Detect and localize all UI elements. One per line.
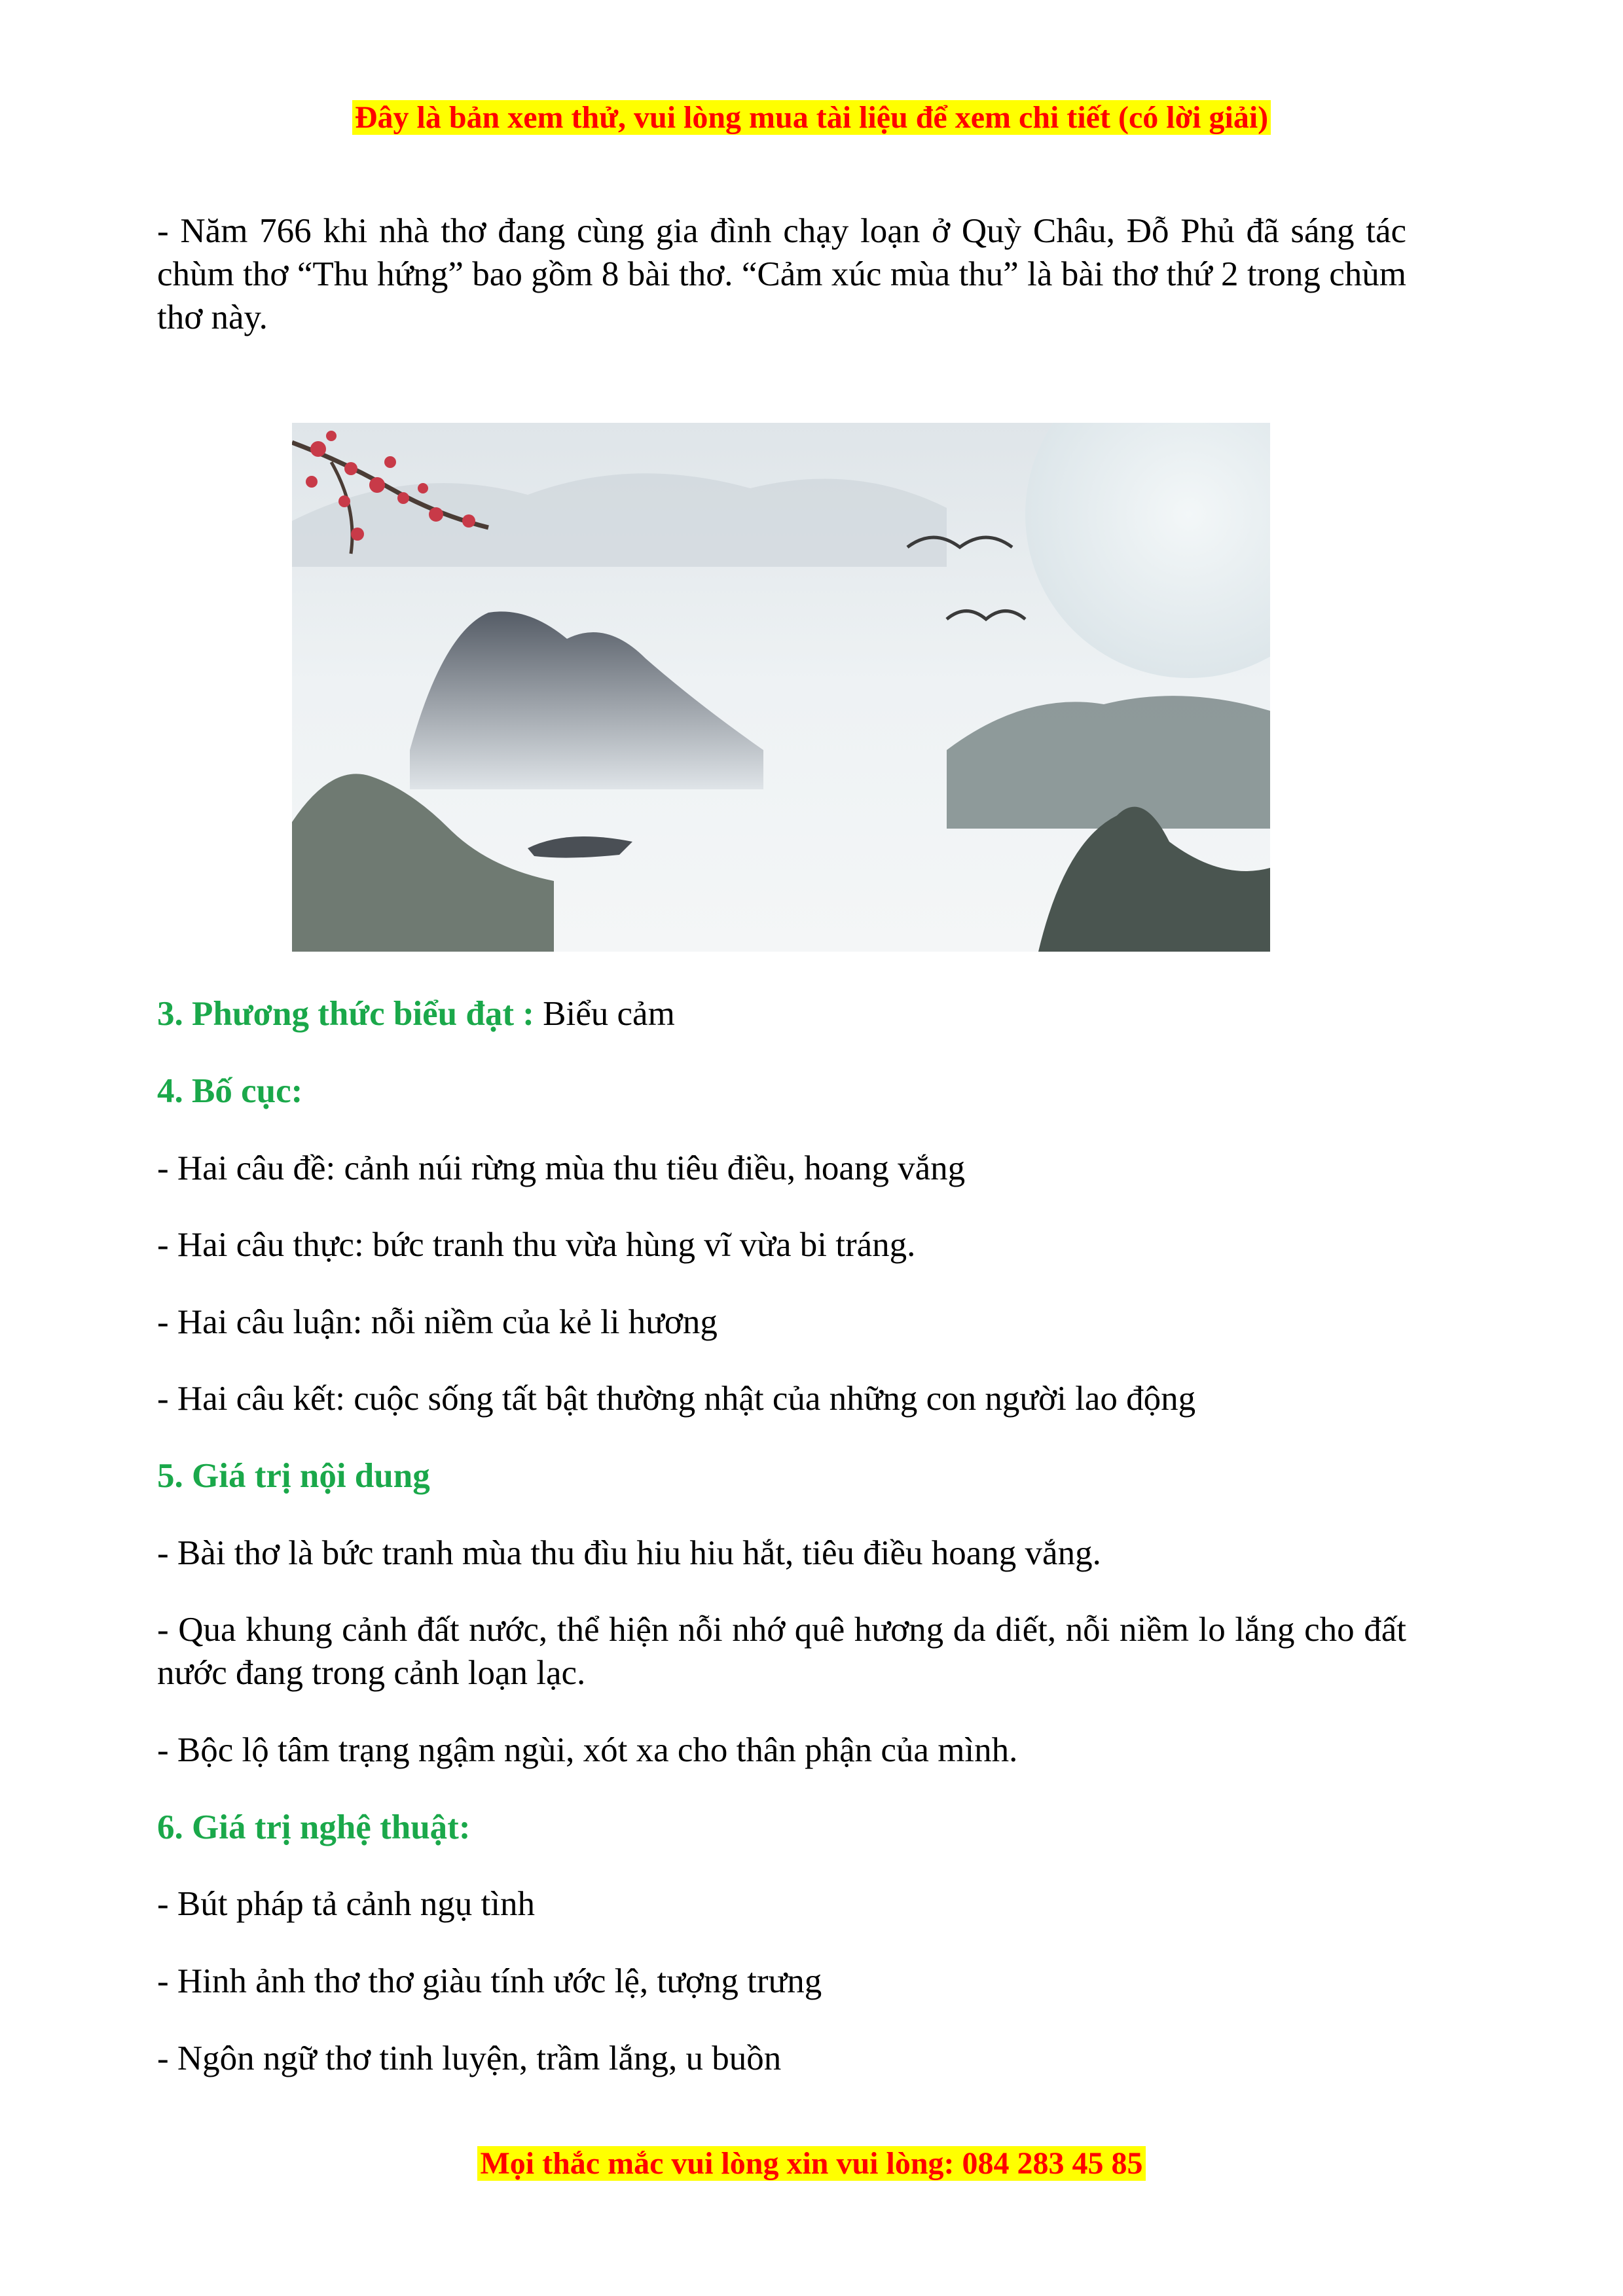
contact-notice	[0, 2144, 1623, 2183]
section-4-item-1: - Hai câu đề: cảnh núi rừng mùa thu tiêu điều, hoang vắng	[157, 1149, 966, 1187]
section-4-item-2: - Hai câu thực: bức tranh thu vừa hùng vĩ vừa bi tráng.	[157, 1226, 916, 1264]
section-5-item-1: - Bài thơ là bức tranh mùa thu đìu hiu hiu hắt, tiêu điều hoang vắng.	[157, 1534, 1101, 1572]
section-4-item-4: - Hai câu kết: cuộc sống tất bật thường nhật của những con người lao động	[157, 1380, 1196, 1418]
section-3	[157, 992, 1406, 1035]
contact-notice-text: Mọi thắc mắc vui lòng xin vui lòng: 084 283 45 85	[477, 2146, 1145, 2181]
section-3-value: Biểu cảm	[543, 995, 675, 1033]
preview-notice	[0, 98, 1623, 137]
landscape-illustration	[292, 423, 1270, 952]
section-6-item-2: - Hinh ảnh thơ thơ giàu tính ước lệ, tượng trưng	[157, 1962, 822, 2000]
preview-notice-text: Đây là bản xem thử, vui lòng mua tài liệu để xem chi tiết (có lời giải)	[352, 100, 1271, 135]
intro-paragraph: - Năm 766 khi nhà thơ đang cùng gia đình chạy loạn ở Quỳ Châu, Đỗ Phủ đã sáng tác chùm thơ “Thu hứng” bao gồm 8 bài thơ. “Cảm xúc mùa thu” là bài thơ thứ 2 trong chùm thơ này.	[157, 212, 1406, 336]
section-4-heading: 4. Bố cục:	[157, 1072, 303, 1110]
section-5-heading: 5. Giá trị nội dung	[157, 1457, 430, 1495]
section-6-heading: 6. Giá trị nghệ thuật:	[157, 1808, 471, 1846]
section-6-item-1: - Bút pháp tả cảnh ngụ tình	[157, 1885, 535, 1923]
section-5-item-2: - Qua khung cảnh đất nước, thể hiện nỗi nhớ quê hương da diết, nỗi niềm lo lắng cho đất nước đang trong cảnh loạn lạc.	[157, 1611, 1406, 1692]
section-3-heading: 3. Phương thức biểu đạt :	[157, 995, 534, 1033]
section-6-item-3: - Ngôn ngữ thơ tinh luyện, trầm lắng, u buồn	[157, 2039, 782, 2077]
section-4-item-3: - Hai câu luận: nỗi niềm của kẻ li hương	[157, 1303, 718, 1341]
landscape-painting-icon	[292, 423, 1270, 952]
section-5-item-3: - Bộc lộ tâm trạng ngậm ngùi, xót xa cho thân phận của mình.	[157, 1731, 1018, 1769]
